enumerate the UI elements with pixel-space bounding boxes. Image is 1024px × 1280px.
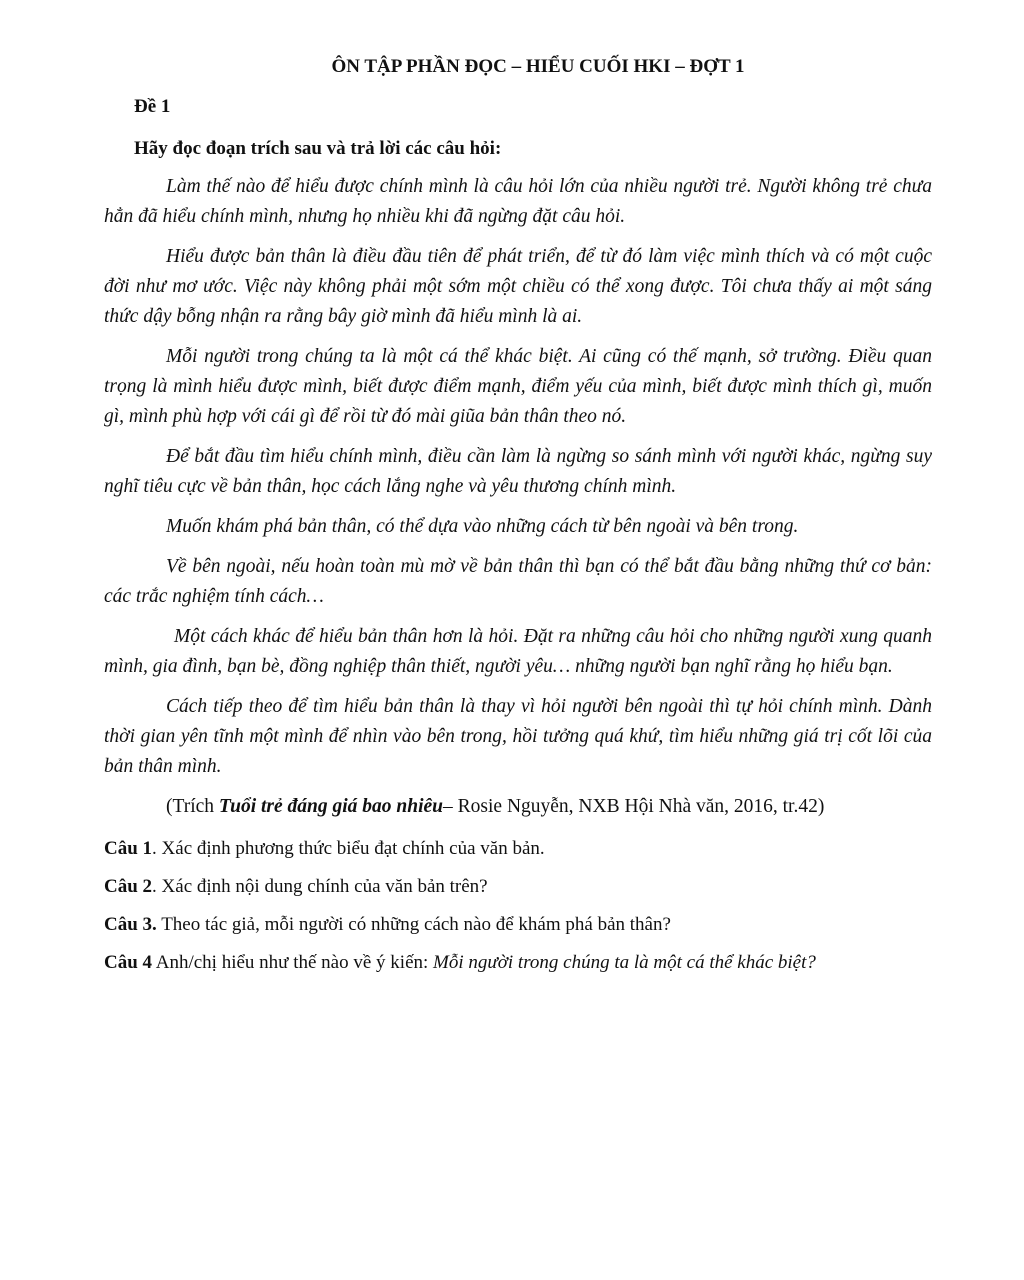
question-2-text: . Xác định nội dung chính của văn bản trên?	[152, 876, 488, 897]
question-1-text: . Xác định phương thức biểu đạt chính của văn bản.	[152, 838, 545, 859]
citation	[104, 792, 932, 822]
question-3-text: Theo tác giả, mỗi người có những cách nào để khám phá bản thân?	[156, 914, 671, 935]
instruction: Hãy đọc đoạn trích sau và trả lời các câu hỏi:	[134, 138, 502, 159]
citation-book-title: Tuổi trẻ đáng giá bao nhiêu	[218, 796, 444, 817]
question-4	[104, 948, 932, 978]
question-1	[104, 834, 932, 864]
question-1-label: Câu 1	[104, 838, 153, 859]
passage-paragraph-3: Mỗi người trong chúng ta là một cá thể khác biệt. Ai cũng có thế mạnh, sở trường. Điều quan trọng là mình hiểu được mình, biết được điểm mạnh, điểm yếu của mình, biết được mình thích gì, muốn gì, mình phù hợp với cái gì để rồi từ đó mài giũa bản thân theo nó.	[104, 346, 932, 427]
passage-paragraph-8: Cách tiếp theo để tìm hiểu bản thân là thay vì hỏi người bên ngoài thì tự hỏi chính mình. Dành thời gian yên tĩnh một mình để nhìn vào bên trong, hồi tưởng quá khứ, tìm hiểu những giá trị cốt lõi của bản thân mình.	[104, 696, 932, 777]
citation-prefix: (Trích	[166, 796, 219, 817]
passage-paragraph-7: Một cách khác để hiểu bản thân hơn là hỏi. Đặt ra những câu hỏi cho những người xung quanh mình, gia đình, bạn bè, đồng nghiệp thân thiết, người yêu… những người bạn nghĩ rằng họ hiểu bạn.	[104, 626, 932, 677]
question-4-text: Anh/chị hiểu như thế nào về ý kiến:	[152, 952, 434, 973]
exam-label: Đề 1	[134, 96, 171, 117]
passage-paragraph-6: Về bên ngoài, nếu hoàn toàn mù mờ về bản thân thì bạn có thể bắt đầu bằng những thứ cơ bản: các trắc nghiệm tính cách…	[104, 556, 932, 607]
document-title: ÔN TẬP PHẦN ĐỌC – HIỂU CUỐI HKI – ĐỢT 1	[331, 56, 745, 77]
document-page	[104, 56, 932, 986]
citation-suffix: – Rosie Nguyễn, NXB Hội Nhà văn, 2016, tr.42)	[443, 796, 825, 817]
question-4-label: Câu 4	[104, 952, 153, 973]
passage-paragraph-5: Muốn khám phá bản thân, có thể dựa vào những cách từ bên ngoài và bên trong.	[166, 516, 799, 537]
question-4-quote: Mỗi người trong chúng ta là một cá thể khác biệt?	[433, 952, 816, 973]
question-2-label: Câu 2	[104, 876, 153, 897]
passage-paragraph-1: Làm thế nào để hiểu được chính mình là câu hỏi lớn của nhiều người trẻ. Người không trẻ chưa hẳn đã hiểu chính mình, nhưng họ nhiều khi đã ngừng đặt câu hỏi.	[104, 176, 932, 227]
question-2	[104, 872, 932, 902]
question-3-label: Câu 3.	[104, 914, 157, 935]
passage-paragraph-2: Hiểu được bản thân là điều đầu tiên để phát triển, để từ đó làm việc mình thích và có một cuộc đời như mơ ước. Việc này không phải một sớm một chiều có thể xong được. Tôi chưa thấy ai một sáng thức dậy bỗng nhận ra rằng bây giờ mình đã hiểu mình là ai.	[104, 246, 932, 327]
question-3	[104, 910, 932, 940]
passage-paragraph-4: Để bắt đầu tìm hiểu chính mình, điều cần làm là ngừng so sánh mình với người khác, ngừng suy nghĩ tiêu cực về bản thân, học cách lắng nghe và yêu thương chính mình.	[104, 446, 932, 497]
